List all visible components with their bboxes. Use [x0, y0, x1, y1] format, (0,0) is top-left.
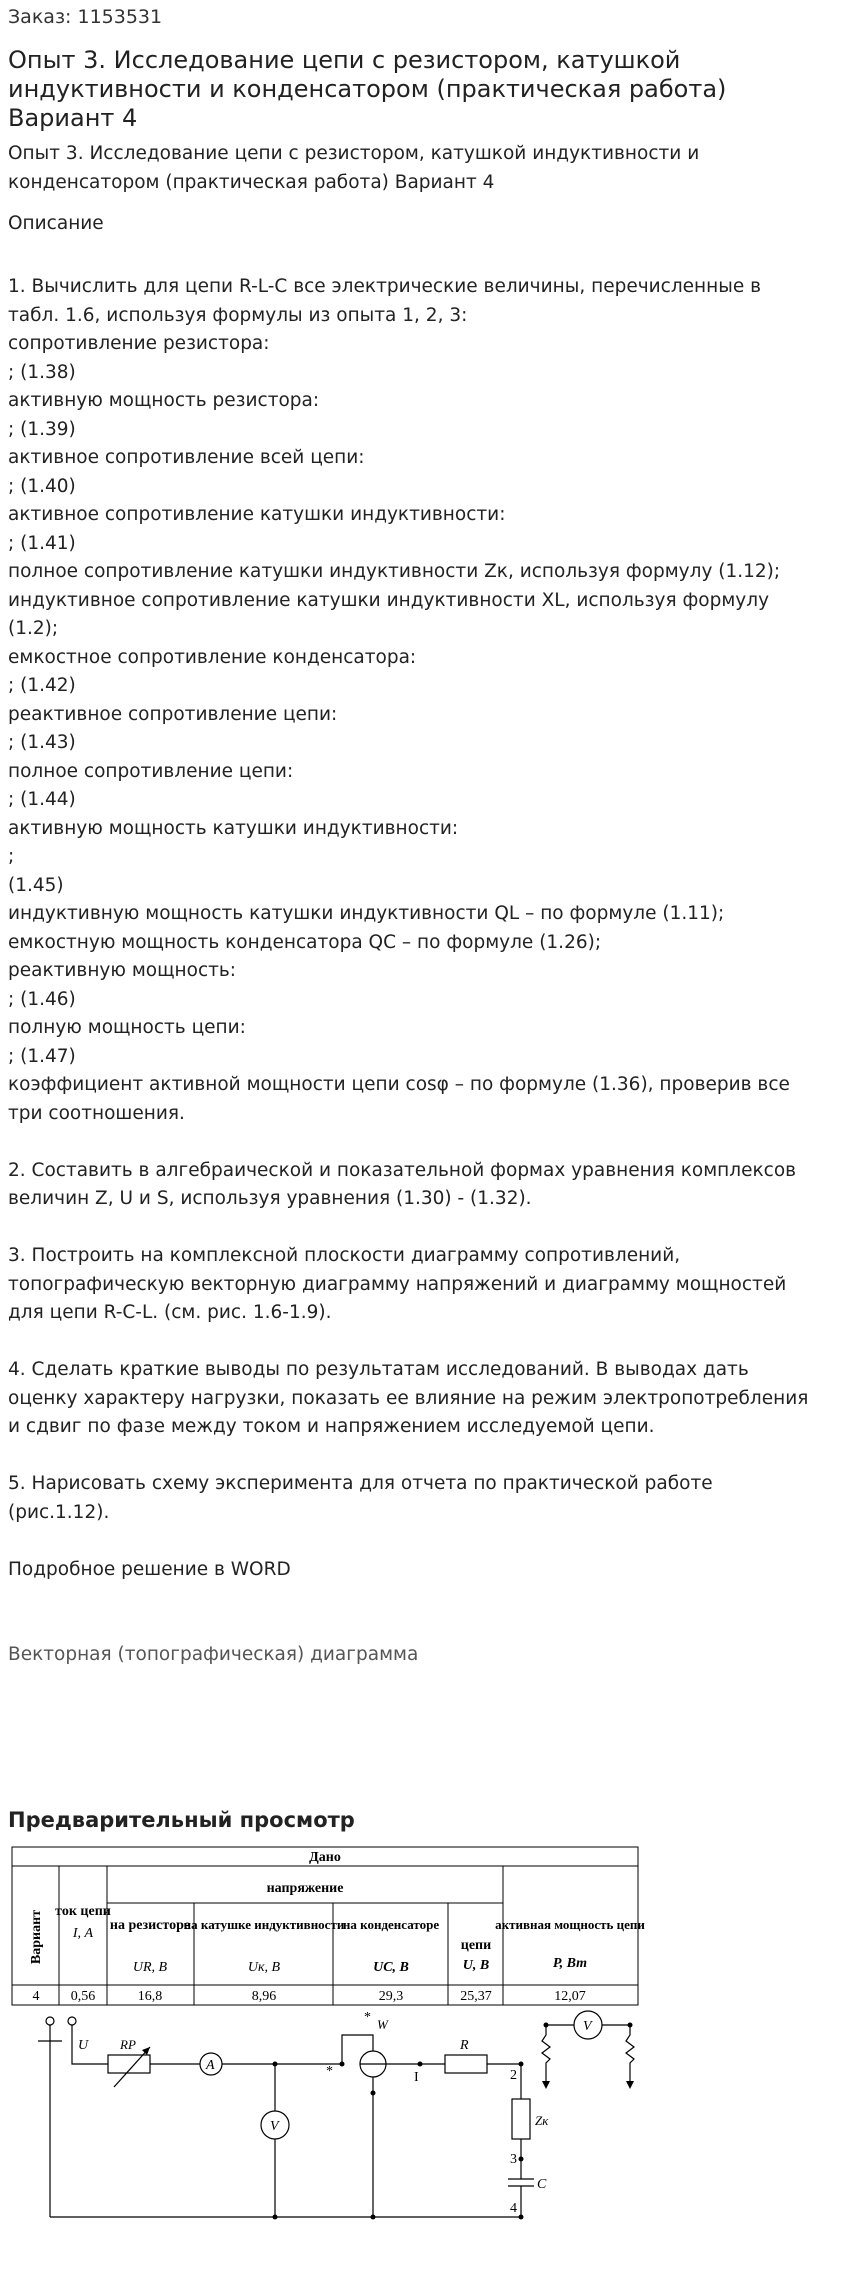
- power-header: активная мощность цепи: [495, 1917, 645, 1932]
- current-unit: I, А: [72, 1926, 94, 1941]
- description-line: полное сопротивление катушки индуктивности Zк, используя формулу (1.12);: [8, 561, 781, 582]
- description-line: реактивную мощность:: [8, 960, 237, 981]
- description-line: активную мощность катушки индуктивности:: [8, 817, 459, 839]
- description-line: полное сопротивление цепи:: [8, 760, 294, 782]
- description-line: ; (1.47): [8, 1045, 76, 1067]
- order-number: Заказ: 1153531: [8, 6, 163, 28]
- description-line: реактивное сопротивление цепи:: [8, 703, 338, 725]
- description-line: ; (1.41): [8, 532, 76, 554]
- related-link[interactable]: Векторная (топографическая) диаграмма: [8, 1644, 419, 1665]
- description-line: ; (1.46): [8, 988, 76, 1010]
- label-node-3: 3: [510, 2152, 517, 2167]
- description-line: 2. Составить в алгебраической и показательной формах уравнения комплексов: [8, 1159, 797, 1181]
- description-line: индуктивное сопротивление катушки индуктивности XL, используя формулу: [8, 589, 770, 611]
- label-voltmeter-lower: V: [270, 2119, 279, 2134]
- description-line: топографическую векторную диаграмму напряжений и диаграмму мощностей: [8, 1273, 787, 1295]
- cell-variant: 4: [32, 1989, 40, 2004]
- description-gap: [8, 1214, 840, 1243]
- label-current: I: [414, 2070, 419, 2085]
- label-star-left: *: [326, 2064, 333, 2079]
- cell-power: 12,07: [554, 1989, 586, 2004]
- label-wattmeter: W: [377, 2017, 388, 2032]
- description-line: величин Z, U и S, используя уравнения (1.30) - (1.32).: [8, 1188, 532, 1209]
- label-coil: Zк: [535, 2113, 549, 2128]
- cell-resistor: 16,8: [137, 1989, 163, 2004]
- description-line: 1. Вычислить для цепи R-L-C все электрические величины, перечисленные в: [8, 276, 761, 297]
- description-line: ; (1.39): [8, 418, 76, 440]
- description-line: ; (1.44): [8, 789, 76, 810]
- description-line: оценку характеру нагрузки, показать ее влияние на режим электропотребления: [8, 1387, 809, 1409]
- description-text: [8, 273, 840, 1584]
- description-line: активную мощность резистора:: [8, 390, 320, 411]
- page-title: Опыт 3. Исследование цепи с резистором, катушкой индуктивности и конденсатором (практическая работа) Вариант 4: [8, 46, 727, 132]
- voltage-header: напряжение: [266, 1881, 344, 1896]
- description-line: ; (1.38): [8, 361, 76, 383]
- description-line: ;: [8, 846, 15, 867]
- description-line: Подробное решение в WORD: [8, 1558, 291, 1580]
- page-subtitle: Опыт 3. Исследование цепи с резистором, катушкой индуктивности и конденсатором (практическая работа) Вариант 4: [8, 143, 700, 193]
- description-line: (1.2);: [8, 618, 59, 639]
- description-gap: [8, 1328, 840, 1357]
- capacitor-unit: UC, В: [373, 1960, 409, 1975]
- description-line: для цепи R-C-L. (см. рис. 1.6-1.9).: [8, 1302, 332, 1323]
- circuit-header: цепи: [460, 1938, 492, 1953]
- description-line: 4. Сделать краткие выводы по результатам исследований. В выводах дать: [8, 1359, 749, 1380]
- label-voltmeter-upper: V: [583, 2019, 592, 2034]
- cell-current: 0,56: [70, 1989, 96, 2004]
- description-line: ; (1.40): [8, 475, 76, 497]
- label-node-4: 4: [510, 2201, 517, 2216]
- circuit-unit: U, В: [462, 1958, 490, 1973]
- description-line: 3. Построить на комплексной плоскости диаграмму сопротивлений,: [8, 1245, 681, 1266]
- description-line: активное сопротивление катушки индуктивности:: [8, 504, 506, 525]
- description-gap: [8, 1527, 840, 1556]
- description-line: 5. Нарисовать схему эксперимента для отчета по практической работе: [8, 1473, 713, 1494]
- description-line: коэффициент активной мощности цепи cosφ – по формуле (1.36), проверив все: [8, 1074, 790, 1095]
- label-source: U: [78, 2038, 89, 2053]
- description-line: ; (1.42): [8, 675, 76, 696]
- label-ammeter: A: [206, 2058, 215, 2073]
- description-line: три соотношения.: [8, 1102, 185, 1124]
- cell-capacitor: 29,3: [378, 1989, 404, 2004]
- capacitor-header: на конденсаторе: [342, 1917, 440, 1932]
- current-header: ток цепи: [55, 1904, 111, 1919]
- description-line: табл. 1.6, используя формулы из опыта 1, 2, 3:: [8, 304, 468, 326]
- description-gap: [8, 1442, 840, 1471]
- description-line: (1.45): [8, 874, 64, 896]
- description-line: сопротивление резистора:: [8, 333, 270, 354]
- table-given: Дано: [309, 1850, 341, 1865]
- cell-coil: 8,96: [251, 1989, 277, 2004]
- label-resistor: R: [460, 2038, 469, 2053]
- description-line: и сдвиг по фазе между током и напряжением исследуемой цепи.: [8, 1416, 655, 1437]
- description-line: (рис.1.12).: [8, 1501, 110, 1523]
- description-line: ; (1.43): [8, 732, 76, 753]
- description-gap: [8, 1128, 840, 1157]
- preview-title: Предварительный просмотр: [8, 1808, 355, 1832]
- label-capacitor: C: [537, 2177, 547, 2192]
- coil-header: на катушке индуктивности: [183, 1917, 345, 1932]
- resistor-unit: UR, В: [132, 1960, 168, 1975]
- power-unit: P, Вт: [552, 1956, 588, 1971]
- cell-circuit: 25,37: [460, 1989, 492, 2004]
- variant-header: Вариант: [29, 1909, 44, 1965]
- label-rheostat: RP: [120, 2037, 136, 2052]
- label-star-top: *: [364, 2010, 371, 2025]
- preview-image: [8, 1845, 648, 2275]
- description-line: полную мощность цепи:: [8, 1017, 246, 1038]
- coil-unit: Uк, В: [247, 1960, 281, 1975]
- description-line: емкостное сопротивление конденсатора:: [8, 646, 417, 668]
- description-line: емкостную мощность конденсатора QC – по формуле (1.26);: [8, 931, 602, 953]
- description-label: Описание: [8, 213, 104, 234]
- description-line: активное сопротивление всей цепи:: [8, 447, 365, 468]
- description-line: индуктивную мощность катушки индуктивности QL – по формуле (1.11);: [8, 903, 725, 924]
- label-node-2: 2: [510, 2068, 517, 2083]
- resistor-header: на резисторе: [109, 1918, 191, 1933]
